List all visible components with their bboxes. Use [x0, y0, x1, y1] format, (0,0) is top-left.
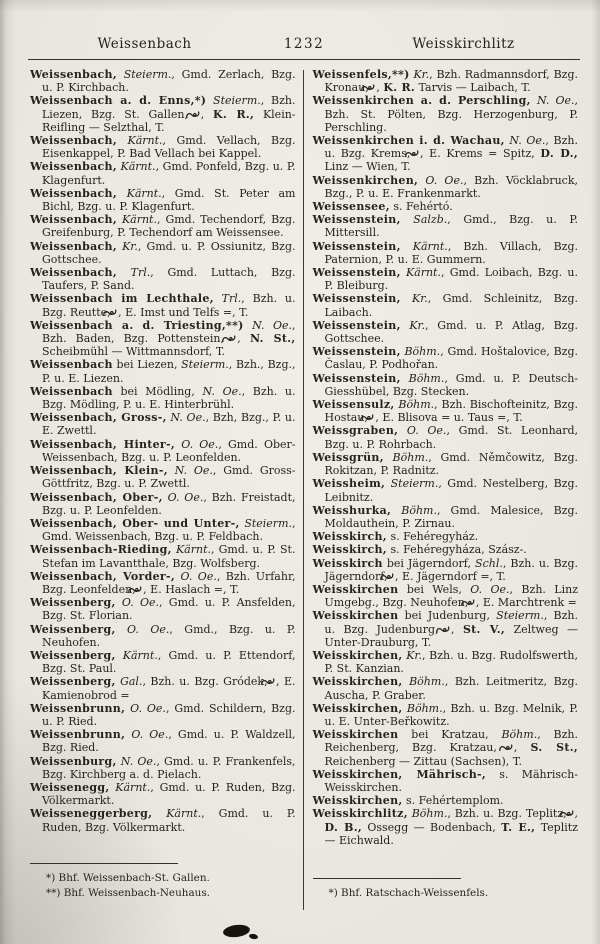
gazetteer-entry: Weissenbach a. d. Triesting,**) N. Oe., Bzh. Baden, Bzg. Pottenstein, , N. St., Scheibmühl — Wittmannsdorf, T. — [30, 318, 296, 359]
entry-headword: Weisskirch, — [312, 530, 387, 544]
entry-region: Kr. — [409, 68, 430, 81]
left-column — [30, 68, 296, 916]
post-horn-icon — [371, 414, 375, 422]
entry-headword: Weissenbach, — [30, 213, 117, 227]
ink-blot — [222, 923, 250, 938]
gazetteer-entry: Weissenfels,**) Kr., Bzh. Radmannsdorf, Bzg. Kronau, , K. R. Tarvis — Laibach, T. — [312, 68, 578, 95]
entry-region: Salzb. — [400, 213, 448, 227]
entry-region: Kärnt. — [109, 780, 151, 794]
entry-region: O. Oe. — [115, 622, 170, 636]
entry-region: Kärnt. — [116, 186, 162, 200]
entry-region: Steierm. — [496, 609, 544, 623]
gazetteer-entry: Weissenbrunn, O. Oe., Gmd. Schildern, Bzg. u. P. Ried. — [30, 701, 296, 728]
entry-headword: Weissenberg, — [30, 596, 116, 610]
gazetteer-entry: Weissenbach-Rieding, Kärnt., Gmd. u. P. St. Stefan im Lavantthale, Bzg. Wolfsberg. — [30, 543, 296, 570]
footnote-rule — [313, 878, 461, 879]
entry-headword: Weissenstein, — [312, 371, 401, 385]
entry-headword: Weissenbach, — [30, 186, 117, 200]
entry-region: O. Oe. — [125, 701, 166, 715]
gazetteer-entry: Weisskirch, s. Fehéregyháza, Szász-. — [312, 543, 527, 557]
gazetteer-entry: Weissenbach, Klein-, N. Oe., Gmd. Gross-Göttfritz, Bzg. u. P. Zwettl. — [30, 464, 296, 491]
entry-headword: Weissheim, — [312, 477, 386, 491]
entry-headword: Weisskirchlitz, — [312, 807, 408, 821]
gazetteer-entry: Weissenstein, Böhm., Gmd. u. P. Deutsch-Giesshübel, Bzg. Stecken. — [312, 371, 579, 398]
entry-headword: Weissenbach, — [30, 68, 117, 81]
entry-headword: Weissenstein, — [312, 292, 401, 306]
ink-blot — [249, 933, 259, 940]
gazetteer-entry: Weisskirchen bei Judenburg, Steierm., Bzh. u. Bzg. Judenburg, , St. V., Zeltweg — Unter-Drauburg, T. — [312, 609, 578, 649]
gazetteer-entry: Weissenbach, Gross-, N. Oe., Bzh, Bzg., P. u. E. Zwettl. — [30, 411, 296, 438]
gazetteer-entry: Weissenberg, Gal., Bzh. u. Bzg. Gródek, , E. Kamienobrod = — [30, 675, 296, 702]
gazetteer-entry: Weissgraben, O. Oe., Gmd. St. Leonhard, Bzg. u. P. Rohrbach. — [312, 424, 579, 451]
post-horn-icon — [510, 744, 514, 752]
gazetteer-entry: Weissenstein, Salzb., Gmd., Bzg. u. P. Mittersill. — [312, 213, 578, 240]
right-column-entries — [313, 68, 579, 847]
entry-region: N. Oe. — [167, 464, 213, 478]
entry-headword: D. B., — [324, 820, 362, 834]
entry-headword: Weissenbach, — [30, 160, 117, 174]
entry-headword: Weissenkirchen, — [312, 173, 419, 187]
entry-region: N. Oe. — [504, 134, 546, 148]
entry-region: O. Oe. — [418, 173, 464, 187]
gazetteer-entry: Weissenbach, Kärnt., Gmd. St. Peter am Bichl, Bzg. u. P. Klagenfurt. — [30, 186, 296, 214]
entry-region: Kärnt. — [116, 160, 156, 174]
entry-region: Kärnt. — [116, 213, 157, 227]
entry-headword: N. St., — [249, 332, 296, 346]
post-horn-icon — [372, 84, 376, 92]
entry-region: Böhm. — [407, 807, 448, 821]
entry-region: N. Oe. — [166, 411, 206, 425]
gazetteer-entry: Weisskirchen, Böhm., Bzh. u. Bzg. Melnik, P. u. E. Unter-Beřkowitz. — [312, 701, 578, 728]
entry-region: Böhm. — [400, 371, 445, 385]
entry-headword: Weissgraben, — [312, 424, 399, 438]
gazetteer-entry: Weissenbach, Vorder-, O. Oe., Bzh. Urfahr, Bzg. Leonfelden, , E. Haslach =, T. — [30, 569, 296, 596]
entry-region: Böhm. — [394, 398, 435, 412]
entry-headword: Weisskirchen, Mährisch-, — [312, 767, 487, 781]
gazetteer-entry: Weissenburg, N. Oe., Gmd. u. P. Frankenfels, Bzg. Kirchberg a. d. Pielach. — [30, 754, 296, 781]
entry-headword: Weissenbach, — [30, 266, 117, 280]
entry-region: Trl. — [116, 266, 151, 280]
entry-region: Gal. — [115, 675, 143, 689]
gazetteer-entry: Weissenkirchen a. d. Perschling, N. Oe., Bzh. St. Pölten, Bzg. Herzogenburg, P. Perschling. — [312, 94, 579, 134]
gazetteer-entry: Weissensulz, Böhm., Bzh. Bischofteinitz, Bzg. Hostau, , E. Blisova = u. Taus =, T. — [312, 398, 579, 425]
entry-headword: Weisskirchen — [312, 728, 399, 742]
post-horn-icon — [571, 810, 575, 818]
footnote-line: **) Bhf. Weissenbach-Neuhaus. — [46, 887, 210, 899]
entry-headword: Weisseneggerberg, — [30, 807, 153, 821]
entry-headword: Weissenbrunn, — [30, 728, 126, 742]
entry-headword: Weissgrün, — [312, 450, 384, 464]
gazetteer-entry: Weissenbach bei Liezen, Steierm., Bzh., Bzg., P. u. E. Liezen. — [30, 358, 296, 385]
entry-headword: Weissenstein, — [312, 239, 401, 253]
entry-headword: Weisskirchen, — [312, 794, 403, 808]
entry-headword: Weissenstein, — [312, 266, 401, 280]
left-footnotes — [30, 853, 296, 916]
header-left-keyword: Weissenbach — [97, 36, 192, 52]
entry-headword: Weissenkirchen i. d. Wachau, — [312, 134, 505, 148]
entry-headword: Weissenbach a. d. Triesting,**) — [30, 318, 244, 332]
gazetteer-entry: Weissenbach, Kärnt., Gmd. Ponfeld, Bzg. u. P. Klagenfurt. — [30, 160, 296, 187]
gazetteer-entry: Weissenbach, Hinter-, O. Oe., Gmd. Ober-Weissenbach, Bzg. u. P. Leonfelden. — [30, 437, 296, 464]
gazetteer-entry: Weissenstein, Kärnt., Gmd. Loibach, Bzg. u. P. Bleiburg. — [312, 266, 578, 293]
entry-headword: Weissenbach, Ober- und Unter-, — [30, 516, 240, 530]
gazetteer-entry: Weissenstein, Kärnt., Bzh. Villach, Bzg. Paternion, P. u. E. Gummern. — [312, 239, 578, 266]
entry-headword: Weisskirchen, — [312, 675, 403, 689]
entry-region: O. Oe. — [470, 582, 510, 596]
entry-region: N. Oe. — [530, 94, 575, 108]
entry-headword: Weissenkirchen a. d. Perschling, — [312, 94, 531, 108]
gazetteer-entry: Weisskirchen, s. Fehértemplom. — [312, 794, 504, 808]
entry-region: Kr. — [400, 292, 428, 306]
entry-headword: K. R. — [383, 81, 416, 95]
entry-headword: Weisskirch, — [312, 543, 387, 557]
gazetteer-entry: Weissenkirchen, O. Oe., Bzh. Vöcklabruck, Bzg., P. u. E. Frankenmarkt. — [312, 173, 578, 200]
entry-headword: Weissenbach a. d. Enns,*) — [30, 94, 207, 108]
gazetteer-entry: Weissenberg, Kärnt., Gmd. u. P. Ettendorf, Bzg. St. Paul. — [30, 648, 296, 676]
entry-headword: K. R., — [213, 107, 255, 121]
gazetteer-entry: Weisskirchen, Böhm., Bzh. Leitmeritz, Bzg. Auscha, P. Graber. — [312, 675, 578, 702]
gazetteer-entry: Weissensee, s. Fehértó. — [312, 200, 453, 214]
entry-headword: Weissenbach, — [30, 239, 117, 253]
footnote-rule — [30, 863, 178, 864]
gazetteer-entry: Weisskirch bei Jägerndorf, Schl., Bzh. u. Bzg. Jägerndorf, , E. Jägerndorf =, T. — [312, 556, 578, 583]
entry-region: Schl. — [475, 556, 503, 570]
two-column-text — [30, 68, 578, 916]
entry-region: O. Oe. — [125, 728, 169, 742]
entry-headword: Weissenburg, — [30, 754, 117, 768]
entry-headword: Weisskirchen — [312, 609, 399, 623]
gazetteer-entry: Weissgrün, Böhm., Gmd. Němčowitz, Bzg. Rokitzan, P. Radnitz. — [312, 450, 579, 478]
entry-region: O. Oe. — [175, 437, 219, 451]
entry-region: Böhm. — [391, 503, 437, 517]
gazetteer-entry: Weisskirchen bei Kratzau, Böhm., Bzh. Reichenberg, Bzg. Kratzau, , S. St., Reichenberg — Zittau (Sachsen), T. — [312, 728, 579, 768]
entry-region: Kärnt. — [152, 807, 202, 821]
entry-headword: Weissenbach, Klein-, — [30, 464, 168, 478]
entry-headword: Weissenstein, — [312, 213, 401, 227]
right-column — [313, 68, 579, 916]
post-horn-icon — [416, 150, 420, 158]
entry-region: O. Oe. — [162, 490, 204, 504]
entry-headword: Weissenbach im Lechthale, — [30, 292, 214, 306]
gazetteer-entry: Weisskirchlitz, Böhm., Bzh. u. Bzg. Teplitz, , D. B., Ossegg — Bodenbach, T. E., Teplitz — Eichwald. — [312, 807, 578, 847]
entry-headword: Weissenberg, — [30, 622, 116, 636]
header-rule — [28, 59, 580, 60]
gazetteer-entry: Weissenstein, Kr., Gmd. u. P. Atlag, Bzg. Gottschee. — [312, 318, 578, 346]
entry-headword: Weisskirchen, — [312, 648, 403, 662]
entry-headword: Weissenbach — [30, 358, 113, 372]
entry-headword: Weissensulz, — [312, 398, 395, 412]
entry-region: O. Oe. — [398, 424, 447, 438]
gazetteer-entry: Weissheim, Steierm., Gmd. Nestelberg, Bzg. Leibnitz. — [312, 477, 578, 504]
entry-region: Steierm. — [385, 477, 439, 491]
entry-headword: Weisskirchen, — [312, 701, 403, 715]
entry-headword: Weissenberg, — [30, 675, 116, 689]
post-horn-icon — [114, 309, 118, 317]
entry-headword: Weisskirch — [312, 556, 383, 570]
post-horn-icon — [233, 335, 237, 343]
gazetteer-entry: Weissenbach, Ober-, O. Oe., Bzh. Freistadt, Bzg. u. P. Leonfelden. — [30, 490, 296, 517]
gazetteer-entry: Weissenstein, Böhm., Gmd. Hoštalovice, Bzg. Časlau, P. Podhořan. — [312, 345, 578, 372]
gazetteer-entry: Weissenberg, O. Oe., Gmd. u. P. Ansfelden, Bzg. St. Florian. — [30, 596, 296, 623]
gazetteer-entry: Weissenegg, Kärnt., Gmd. u. P. Ruden, Bzg. Völkermarkt. — [30, 780, 296, 808]
post-horn-icon — [197, 111, 201, 119]
entry-region: Trl. — [213, 292, 242, 306]
gazetteer-entry: Weisskirchen, Kr., Bzh. u. Bzg. Rudolfswerth, P. St. Kanzian. — [312, 648, 578, 676]
entry-region: Kr. — [400, 318, 426, 332]
entry-headword: D. D., — [540, 147, 578, 161]
gazetteer-entry: Weisseneggerberg, Kärnt., Gmd. u. P. Ruden, Bzg. Völkermarkt. — [30, 807, 296, 834]
entry-region: Steierm. — [206, 94, 261, 108]
entry-headword: Weissenbach, — [30, 134, 117, 148]
entry-headword: St. V., — [462, 622, 505, 636]
footnote-line: *) Bhf. Ratschach-Weissenfels. — [328, 887, 489, 899]
footnote-line: *) Bhf. Weissenbach-St. Gallen. — [46, 872, 210, 884]
post-horn-icon — [447, 626, 451, 634]
entry-region: Steierm. — [116, 68, 172, 81]
entry-headword: Weissenbach-Rieding, — [30, 543, 172, 557]
entry-region: N. Oe. — [202, 384, 242, 398]
entry-headword: Weissenbach, Vorder-, — [30, 569, 175, 583]
entry-region: Böhm. — [501, 728, 538, 742]
entry-region: Kärnt. — [171, 543, 211, 557]
entry-region: Böhm. — [402, 675, 445, 689]
entry-headword: Weissensee, — [312, 200, 390, 214]
entry-region: Steierm. — [239, 516, 292, 530]
entry-headword: S. St., — [530, 741, 579, 755]
entry-region: Böhm. — [383, 450, 429, 464]
post-horn-icon — [272, 678, 276, 686]
column-divider — [303, 70, 304, 910]
gazetteer-entry: Weissenbach, Kr., Gmd. u. P. Ossiunitz, Bzg. Gottschee. — [30, 239, 296, 266]
entry-headword: Weissenbach, Gross-, — [30, 411, 167, 425]
entry-region: Kr. — [116, 239, 138, 253]
post-horn-icon — [139, 586, 143, 594]
entry-region: Böhm. — [400, 345, 441, 359]
entry-region: O. Oe. — [175, 569, 217, 583]
entry-region: Kr. — [402, 648, 422, 662]
entry-region: Steierm. — [181, 358, 229, 372]
gazetteer-entry: Weisskirchen, Mährisch-, s. Mährisch-Weisskirchen. — [312, 767, 578, 794]
entry-region: Kärnt. — [116, 134, 163, 148]
gazetteer-entry: Weissenbach bei Mödling, N. Oe., Bzh. u. Bzg. Mödling, P. u. E. Hinterbrühl. — [30, 384, 296, 412]
gazetteer-entry: Weisskirch, s. Fehéregyház. — [312, 530, 479, 544]
gazetteer-entry: Weissenbach, Kärnt., Gmd. Vellach, Bzg. Eisenkappel, P. Bad Vellach bei Kappel. — [30, 134, 296, 161]
entry-region: N. Oe. — [116, 754, 157, 768]
post-horn-icon — [391, 573, 395, 581]
gazetteer-entry: Weissenstein, Kr., Gmd. Schleinitz, Bzg. Laibach. — [312, 292, 578, 319]
page-header — [30, 36, 578, 52]
page-number: 1232 — [283, 36, 325, 52]
entry-region: Kärnt. — [115, 648, 158, 662]
right-footnotes — [313, 868, 579, 916]
entry-headword: Weissenbrunn, — [30, 701, 126, 715]
entry-headword: Weisskirchen — [312, 582, 399, 596]
gazetteer-entry: Weissenberg, O. Oe., Gmd., Bzg. u. P. Neuhofen. — [30, 622, 296, 649]
entry-headword: Weissenfels,**) — [312, 68, 410, 81]
entry-headword: Weissenberg, — [30, 648, 116, 662]
entry-headword: Weissenstein, — [312, 318, 401, 332]
gazetteer-entry: Weisskirchen bei Wels, O. Oe., Bzh. Linz Umgebg., Bzg. Neuhofen, , E. Marchtrenk = — [312, 582, 578, 610]
entry-headword: Weisshurka, — [312, 503, 392, 517]
entry-headword: Weissenbach, Ober-, — [30, 490, 163, 504]
post-horn-icon — [472, 599, 476, 607]
entry-headword: Weissenstein, — [312, 345, 401, 359]
gazetteer-entry: Weissenbach im Lechthale, Trl., Bzh. u. Bzg. Reutte, , E. Imst und Telfs =, T. — [30, 292, 296, 319]
entry-region: Kärnt. — [400, 266, 441, 280]
entry-headword: Weissenegg, — [30, 780, 110, 794]
entry-headword: T. E., — [501, 820, 536, 834]
entry-headword: Weissenbach — [30, 384, 113, 398]
entry-region: O. Oe. — [115, 596, 160, 610]
entry-region: Kärnt. — [400, 239, 448, 253]
gazetteer-entry: Weissenkirchen i. d. Wachau, N. Oe., Bzh. u. Bzg. Krems, , E. Krems = Spitz, D. D., Linz — Wien, T. — [312, 134, 578, 174]
gazetteer-entry: Weissenbrunn, O. Oe., Gmd. u. P. Waldzell, Bzg. Ried. — [30, 728, 296, 755]
entry-headword: Weissenbach, Hinter-, — [30, 437, 176, 451]
header-right-keyword: Weisskirchlitz — [412, 36, 515, 52]
gazetteer-entry: Weissenbach a. d. Enns,*) Steierm., Bzh. Liezen, Bzg. St. Gallen, , K. R., Klein-Reifling — Selzthal, T. — [30, 94, 296, 134]
gazetteer-entry: Weissenbach, Kärnt., Gmd. Techendorf, Bzg. Greifenburg, P. Techendorf am Weissensee. — [30, 213, 296, 240]
gazetteer-entry: Weissenbach, Ober- und Unter-, Steierm., Gmd. Weissenbach, Bzg. u. P. Feldbach. — [30, 516, 296, 544]
gazetteer-entry: Weissenbach, Trl., Gmd. Luttach, Bzg. Taufers, P. Sand. — [30, 266, 296, 293]
entry-region: Böhm. — [402, 701, 443, 715]
left-column-entries — [30, 68, 296, 834]
gazetteer-entry: Weissenbach, Steierm., Gmd. Zerlach, Bzg. u. P. Kirchbach. — [30, 68, 296, 95]
gazetteer-entry: Weisshurka, Böhm., Gmd. Malesice, Bzg. Moldauthein, P. Zirnau. — [312, 503, 578, 530]
entry-region: N. Oe. — [243, 318, 292, 332]
